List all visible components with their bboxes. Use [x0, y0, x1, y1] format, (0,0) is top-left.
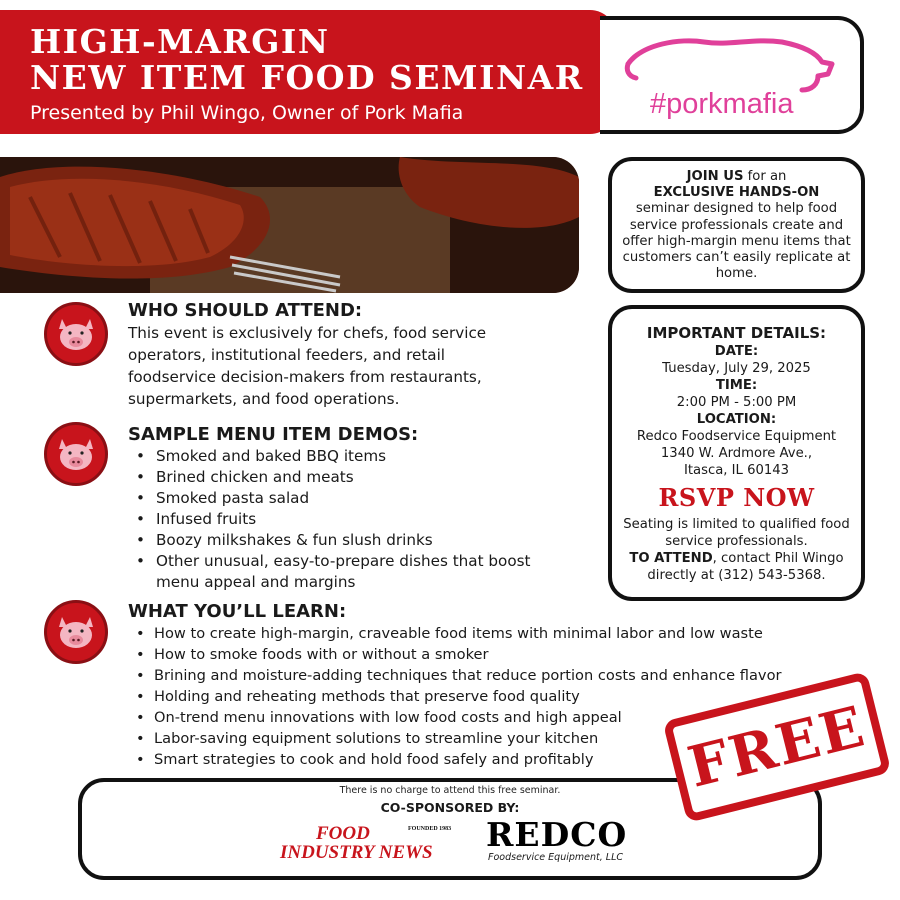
location-line-3: Itasca, IL 60143: [683, 463, 790, 478]
join-lead-rest: for an: [743, 169, 787, 184]
list-item: • Boozy milkshakes & fun slush drinks: [128, 530, 548, 551]
demos-heading: SAMPLE MENU ITEM DEMOS:: [128, 424, 419, 445]
join-us-box: [608, 157, 865, 293]
header-banner: [0, 10, 616, 134]
porkmafia-hashtag: #porkmafia: [650, 88, 794, 120]
learn-heading: WHAT YOU’LL LEARN:: [128, 601, 347, 622]
food-industry-news-logo: [280, 824, 460, 868]
list-item: • Labor-saving equipment solutions to streamline your kitchen: [128, 728, 848, 749]
join-lead: JOIN US: [686, 169, 744, 184]
menu-demos-section: [128, 424, 548, 593]
who-should-attend-section: [128, 300, 528, 410]
list-item: • Holding and reheating methods that preserve food quality: [128, 686, 848, 707]
list-item: • Infused fruits: [128, 509, 548, 530]
ribs-illustration: [0, 157, 579, 293]
redco-logo: [486, 815, 636, 863]
fin-line-1: FOOD: [316, 823, 370, 844]
fin-founded: FOUNDED 1983: [408, 826, 452, 832]
attend-label: TO ATTEND: [629, 551, 713, 566]
list-item: • Smoked pasta salad: [128, 488, 548, 509]
date-value: Tuesday, July 29, 2025: [662, 361, 811, 376]
rsvp-heading: RSVP NOW: [658, 483, 815, 512]
list-item: • Other unusual, easy-to-prepare dishes that boost menu appeal and margins: [128, 551, 548, 593]
join-highlight: EXCLUSIVE HANDS-ON: [653, 185, 820, 201]
attend-text: , contact Phil Wingo directly at (312) 543-5368.: [647, 551, 844, 583]
ribs-photo: [0, 157, 579, 293]
list-item: • Smoked and baked BBQ items: [128, 446, 548, 467]
demos-list: [128, 446, 548, 593]
time-value: 2:00 PM - 5:00 PM: [676, 395, 797, 410]
date-label: DATE:: [714, 344, 759, 359]
title-line-1: HIGH-MARGIN: [30, 22, 330, 61]
list-item: • Brined chicken and meats: [128, 467, 548, 488]
seating-note: Seating is limited to qualified food service professionals.: [623, 517, 850, 549]
porkmafia-logo-box: [600, 16, 864, 134]
pig-icon: [44, 600, 108, 664]
pig-icon: [44, 422, 108, 486]
important-details-box: [608, 305, 865, 601]
location-line-2: 1340 W. Ardmore Ave.,: [660, 446, 813, 461]
list-item: • On-trend menu innovations with low food costs and high appeal: [128, 707, 848, 728]
pig-icon: [44, 302, 108, 366]
redco-name: REDCO: [486, 815, 628, 854]
list-item: • How to create high-margin, craveable food items with minimal labor and low waste: [128, 623, 848, 644]
attend-contact: [618, 550, 855, 584]
location-line-1: Redco Foodservice Equipment: [636, 429, 837, 444]
cosponsored-label: CO-SPONSORED BY:: [380, 800, 520, 815]
location-label: LOCATION:: [696, 412, 777, 427]
title-line-2: NEW ITEM FOOD SEMINAR: [30, 58, 584, 97]
details-title: IMPORTANT DETAILS:: [646, 324, 827, 342]
join-body: seminar designed to help food service professionals create and offer high-margin menu items that customers can’t easily replicate at home.: [622, 201, 851, 282]
list-item: • Smart strategies to cook and hold food safely and profitably: [128, 749, 848, 770]
event-title: [30, 24, 616, 96]
list-item: • Brining and moisture-adding techniques that reduce portion costs and enhance flavor: [128, 665, 848, 686]
free-note: There is no charge to attend this free seminar.: [339, 785, 561, 796]
time-label: TIME:: [715, 378, 758, 393]
who-body: This event is exclusively for chefs, food service operators, institutional feeders, and retail foodservice decision-makers from restaurants, supermarkets, and food operations.: [128, 324, 487, 408]
redco-subtitle: Foodservice Equipment, LLC: [488, 852, 623, 863]
free-stamp: FREE: [663, 671, 892, 823]
fin-line-2: INDUSTRY NEWS: [280, 842, 433, 863]
who-heading: WHO SHOULD ATTEND:: [128, 300, 363, 321]
list-item: • How to smoke foods with or without a smoker: [128, 644, 848, 665]
presenter-subtitle: Presented by Phil Wingo, Owner of Pork Mafia: [30, 102, 464, 124]
